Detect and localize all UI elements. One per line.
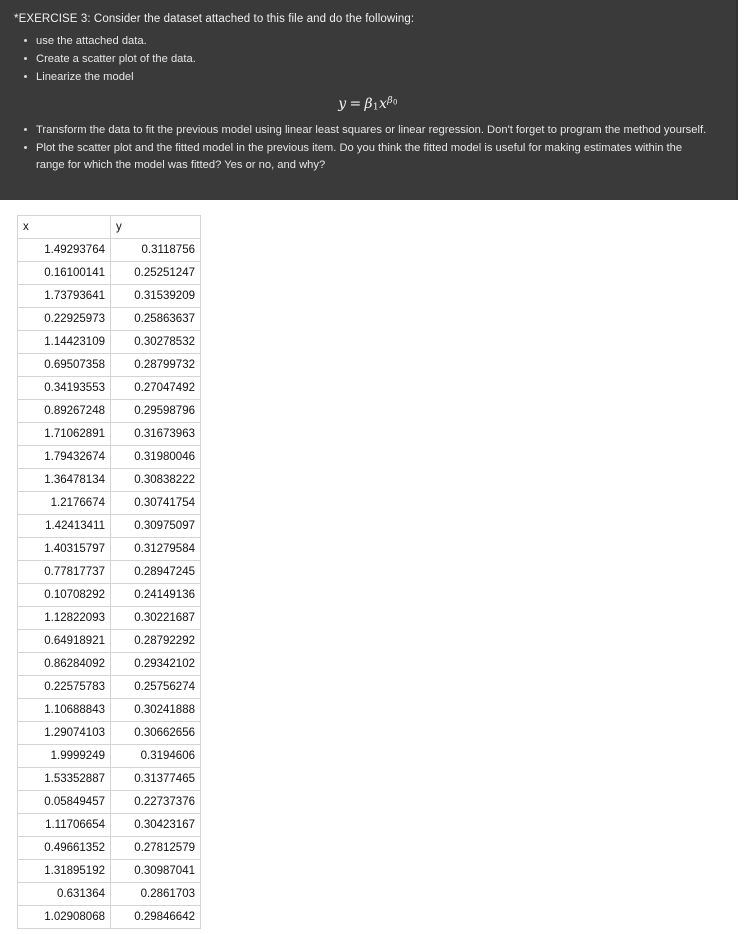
cell-y: 0.30241888 xyxy=(111,699,201,722)
table-row xyxy=(18,768,201,791)
table-row xyxy=(18,354,201,377)
formula-variable: x xyxy=(378,96,388,112)
cell-x: 1.71062891 xyxy=(18,423,111,446)
cell-x: 1.79432674 xyxy=(18,446,111,469)
bullet-icon xyxy=(24,75,27,78)
table-row xyxy=(18,446,201,469)
cell-x: 0.05849457 xyxy=(18,791,111,814)
formula-lhs: y xyxy=(338,96,347,112)
cell-y: 0.31673963 xyxy=(111,423,201,446)
table-body xyxy=(18,239,201,929)
cell-x: 1.53352887 xyxy=(18,768,111,791)
formula-exponent xyxy=(387,95,398,106)
cell-y: 0.25251247 xyxy=(111,262,201,285)
table-row xyxy=(18,883,201,906)
table-row xyxy=(18,630,201,653)
cell-y: 0.30423167 xyxy=(111,814,201,837)
task-list-item xyxy=(14,140,722,174)
table-row xyxy=(18,538,201,561)
cell-y: 0.28792292 xyxy=(111,630,201,653)
table-row xyxy=(18,814,201,837)
table-row xyxy=(18,285,201,308)
cell-y: 0.28947245 xyxy=(111,561,201,584)
table-row xyxy=(18,469,201,492)
cell-y: 0.31539209 xyxy=(111,285,201,308)
table-row xyxy=(18,423,201,446)
cell-x: 1.31895192 xyxy=(18,860,111,883)
task-text: Plot the scatter plot and the fitted model in the previous item. Do you think the fitted model is useful for making estimates within the range for which the model was fitted? Yes or no, and why? xyxy=(36,142,683,171)
cell-x: 1.40315797 xyxy=(18,538,111,561)
task-list-item xyxy=(14,51,722,68)
cell-x: 1.36478134 xyxy=(18,469,111,492)
model-formula xyxy=(338,95,397,113)
cell-x: 0.49661352 xyxy=(18,837,111,860)
cell-x: 0.34193553 xyxy=(18,377,111,400)
cell-y: 0.30987041 xyxy=(111,860,201,883)
cell-y: 0.30975097 xyxy=(111,515,201,538)
formula-operator: = xyxy=(349,96,362,112)
cell-y: 0.29342102 xyxy=(111,653,201,676)
table-row xyxy=(18,906,201,929)
task-text: Transform the data to fit the previous model using linear least squares or linear regression. Don't forget to program the method yourself. xyxy=(36,124,707,136)
table-row xyxy=(18,492,201,515)
dataset-table xyxy=(17,215,201,929)
cell-x: 0.22575783 xyxy=(18,676,111,699)
formula-exponent-subscript: 0 xyxy=(392,98,398,107)
table-row xyxy=(18,400,201,423)
cell-y: 0.2861703 xyxy=(111,883,201,906)
table-row xyxy=(18,584,201,607)
formula-row xyxy=(14,95,722,113)
bullet-icon xyxy=(24,57,27,60)
cell-y: 0.30741754 xyxy=(111,492,201,515)
table-row xyxy=(18,676,201,699)
task-text: Linearize the model xyxy=(36,71,134,83)
task-list-primary xyxy=(14,33,722,86)
cell-x: 0.16100141 xyxy=(18,262,111,285)
exercise-title: *EXERCISE 3: Consider the dataset attached to this file and do the following: xyxy=(14,13,415,25)
bullet-icon xyxy=(24,128,27,131)
cell-x: 1.10688843 xyxy=(18,699,111,722)
cell-y: 0.3118756 xyxy=(111,239,201,262)
cell-x: 1.42413411 xyxy=(18,515,111,538)
cell-y: 0.31980046 xyxy=(111,446,201,469)
cell-y: 0.31377465 xyxy=(111,768,201,791)
table-header-row xyxy=(18,216,201,239)
cell-y: 0.29846642 xyxy=(111,906,201,929)
cell-x: 1.2176674 xyxy=(18,492,111,515)
cell-x: 0.64918921 xyxy=(18,630,111,653)
cell-y: 0.30838222 xyxy=(111,469,201,492)
table-row xyxy=(18,308,201,331)
table-row xyxy=(18,377,201,400)
cell-x: 0.631364 xyxy=(18,883,111,906)
cell-y: 0.29598796 xyxy=(111,400,201,423)
cell-y: 0.25863637 xyxy=(111,308,201,331)
column-header-x: x xyxy=(18,216,111,239)
table-row xyxy=(18,745,201,768)
formula-coefficient: β xyxy=(364,96,373,112)
cell-y: 0.3194606 xyxy=(111,745,201,768)
cell-y: 0.31279584 xyxy=(111,538,201,561)
cell-y: 0.30278532 xyxy=(111,331,201,354)
cell-y: 0.24149136 xyxy=(111,584,201,607)
task-list-item xyxy=(14,69,722,86)
cell-y: 0.25756274 xyxy=(111,676,201,699)
table-row xyxy=(18,722,201,745)
table-row xyxy=(18,791,201,814)
table-row xyxy=(18,653,201,676)
cell-x: 1.29074103 xyxy=(18,722,111,745)
cell-x: 1.73793641 xyxy=(18,285,111,308)
task-text: Create a scatter plot of the data. xyxy=(36,53,196,65)
formula-exponent-symbol: β xyxy=(387,95,393,107)
cell-y: 0.28799732 xyxy=(111,354,201,377)
cell-x: 0.86284092 xyxy=(18,653,111,676)
task-list-item xyxy=(14,122,722,139)
bullet-icon xyxy=(24,39,27,42)
table-row xyxy=(18,860,201,883)
cell-x: 0.89267248 xyxy=(18,400,111,423)
table-row xyxy=(18,239,201,262)
table-row xyxy=(18,561,201,584)
cell-x: 0.10708292 xyxy=(18,584,111,607)
column-header-y: y xyxy=(111,216,201,239)
table-row xyxy=(18,699,201,722)
exercise-instructions-panel xyxy=(0,0,736,200)
cell-x: 1.49293764 xyxy=(18,239,111,262)
task-text: use the attached data. xyxy=(36,35,147,47)
cell-x: 1.14423109 xyxy=(18,331,111,354)
cell-x: 1.11706654 xyxy=(18,814,111,837)
dataset-table-container xyxy=(17,215,201,929)
table-row xyxy=(18,607,201,630)
cell-x: 0.69507358 xyxy=(18,354,111,377)
task-list-secondary xyxy=(14,122,722,174)
bullet-icon xyxy=(24,146,27,149)
table-row xyxy=(18,515,201,538)
cell-x: 1.02908068 xyxy=(18,906,111,929)
cell-x: 1.9999249 xyxy=(18,745,111,768)
cell-y: 0.27047492 xyxy=(111,377,201,400)
formula-coefficient-subscript: 1 xyxy=(372,102,379,113)
cell-y: 0.30221687 xyxy=(111,607,201,630)
table-row xyxy=(18,837,201,860)
cell-y: 0.27812579 xyxy=(111,837,201,860)
cell-x: 0.77817737 xyxy=(18,561,111,584)
cell-y: 0.22737376 xyxy=(111,791,201,814)
table-row xyxy=(18,331,201,354)
cell-y: 0.30662656 xyxy=(111,722,201,745)
cell-x: 0.22925973 xyxy=(18,308,111,331)
cell-x: 1.12822093 xyxy=(18,607,111,630)
task-list-item xyxy=(14,33,722,50)
table-row xyxy=(18,262,201,285)
